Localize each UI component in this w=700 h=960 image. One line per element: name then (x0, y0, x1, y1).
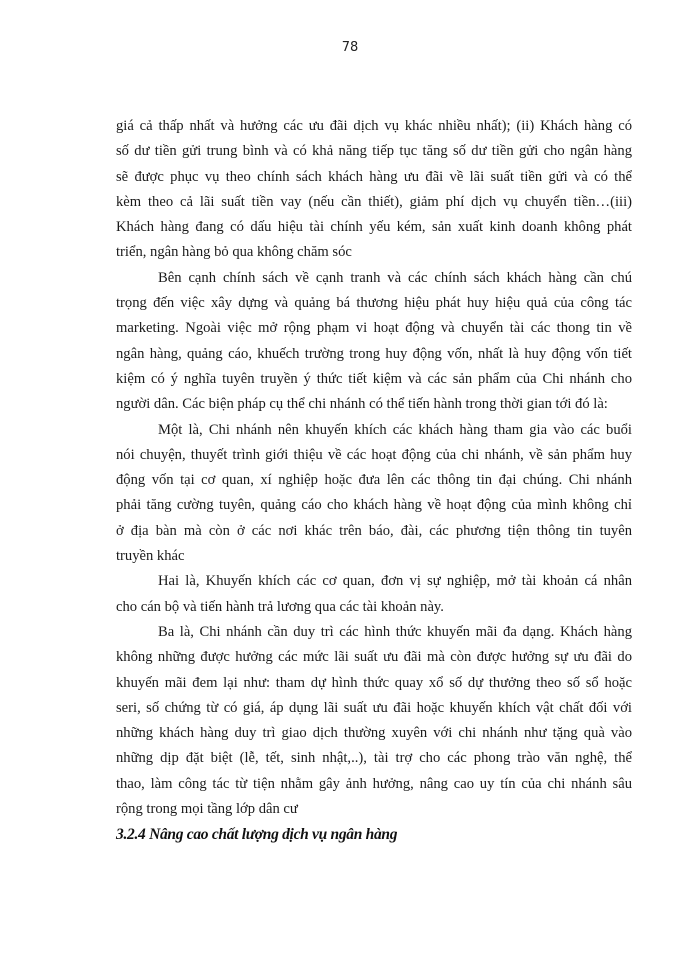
text-line: phải tăng cường tuyên, quảng cáo cho khách hàng về hoạt động của mình không chỉ (116, 497, 632, 514)
text-line: giá cả thấp nhất và hưởng các ưu đãi dịch vụ khác nhiều nhất); (ii) Khách hàng có (116, 118, 632, 134)
document-body (116, 114, 632, 822)
text-line: người dân. Các biện pháp cụ thể chi nhánh có thể tiến hành trong thời gian tới đó là: (116, 396, 608, 413)
text-line: rộng trong mọi tầng lớp dân cư (116, 801, 298, 818)
text-line: ngân hàng, quảng cáo, khuếch trường trong huy động vốn, nhất là huy động vốn tiết (116, 345, 632, 362)
paragraph-measure-two (116, 569, 632, 620)
text-line: marketing. Ngoài việc mở rộng phạm vi hoạt động và chuyển tài các thong tin về (116, 320, 632, 337)
text-line: Bên cạnh chính sách về cạnh tranh và các chính sách khách hàng cần chú (158, 269, 632, 286)
text-line: triển, ngân hàng bỏ qua không chăm sóc (116, 244, 352, 261)
text-line: những khách hàng duy trì giao dịch thường xuyên với chi nhánh như tặng quà vào (116, 725, 632, 742)
text-line: truyền khác (116, 548, 185, 565)
section-heading: 3.2.4 Nâng cao chất lượng dịch vụ ngân hàng (116, 826, 398, 843)
text-line: ở địa bàn mà còn ở các nơi khác trên báo, đài, các phương tiện thông tin tuyên (116, 522, 632, 539)
text-line: động vốn tại cơ quan, xí nghiệp hoặc đưa lên các thông tin đại chúng. Chi nhánh (116, 472, 632, 489)
text-line: Một là, Chi nhánh nên khuyến khích các khách hàng tham gia vào các buổi (158, 421, 632, 438)
text-line: số dư tiền gửi trung bình và có khả năng tiếp tục tăng số dư tiền gửi cho ngân hàng (116, 143, 632, 160)
text-line: cho cán bộ và tiến hành trả lương qua các tài khoản này. (116, 598, 444, 615)
page-number: 78 (341, 40, 359, 55)
text-line: Khách hàng đang có dấu hiệu tài chính yếu kém, sản xuất kinh doanh không phát (116, 219, 632, 236)
text-line: thao, làm công tác từ tiện nhằm gây ảnh hưởng, nâng cao uy tín của chi nhánh sâu (116, 775, 632, 792)
text-line: kèm theo cả lãi suất tiền vay (nếu cần thiết), giảm phí dịch vụ chuyển tiền…(iii) (116, 193, 632, 210)
paragraph-customer-tiers (116, 114, 632, 266)
paragraph-marketing (116, 266, 632, 418)
text-line: sẽ được phục vụ theo chính sách khách hàng ưu đãi về lãi suất tiền gửi và có thể (116, 168, 632, 185)
text-line: Ba là, Chi nhánh cần duy trì các hình thức khuyến mãi đa dạng. Khách hàng (158, 623, 632, 640)
text-line: những dịp đặt biệt (lễ, tết, sinh nhật,..), tài trợ cho các phong trào văn nghệ, thể (116, 750, 632, 767)
text-line: kiệm có ý nghĩa tuyên truyền ý thức tiết kiệm và các sản phẩm của Chi nhánh cho (116, 370, 632, 387)
paragraph-measure-one (116, 418, 632, 570)
text-line: nói chuyện, thuyết trình giới thiệu về các hoạt động của chi nhánh, về sản phẩm huy (116, 446, 632, 463)
paragraph-measure-three (116, 620, 632, 822)
text-line: không những được hưởng các mức lãi suất ưu đãi mà còn được hưởng sự ưu đãi do (116, 649, 632, 666)
text-line: khuyến mãi đem lại như: tham dự hình thức quay xổ số dự thưởng theo số sổ hoặc (116, 674, 632, 691)
text-line: Hai là, Khuyến khích các cơ quan, đơn vị sự nghiệp, mở tài khoản cá nhân (158, 573, 632, 590)
text-line: trọng đến việc xây dựng và quảng bá thương hiệu phát huy hiệu quả của công tác (116, 295, 632, 312)
text-line: seri, số chứng từ có giá, áp dụng lãi suất ưu đãi hoặc khuyến khích vật chất đối với (116, 699, 632, 716)
